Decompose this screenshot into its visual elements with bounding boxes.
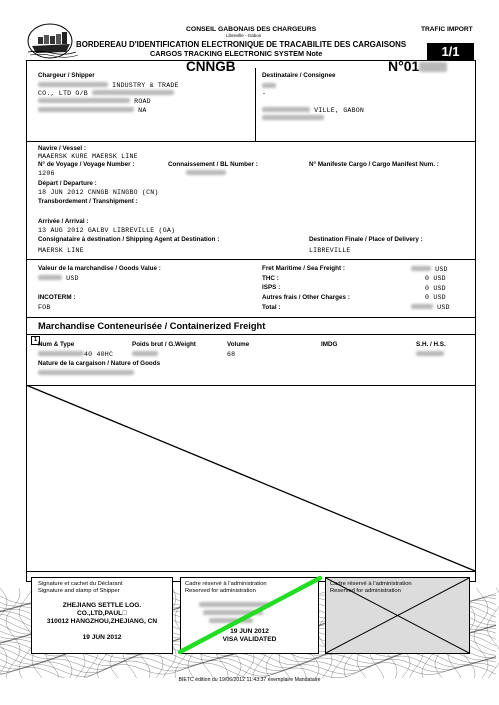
incoterm-value: FOB [38, 304, 51, 311]
admin-visa-status: VISA VALIDATED [222, 636, 277, 643]
validation-mark [176, 574, 326, 656]
agent-value: MAERSK LINE [38, 247, 84, 254]
total-label: Total : [262, 304, 281, 311]
goods-value-label: Valeur de la marchandise / Goods Value : [38, 265, 161, 272]
bl-label: Connaissement / BL Number : [168, 161, 258, 168]
admin-visa-label-en: Reserved for administration [185, 588, 256, 594]
party-divider [255, 68, 256, 142]
isps-value: 0 USD [425, 285, 446, 292]
doc-number-prefix: N°01 [388, 58, 420, 74]
shipper-sig-address: 310012 HANGZHOU,ZHEJIANG, CN [46, 618, 158, 625]
hs-code [416, 351, 444, 358]
shipper-sig-label-fr: Signature et cachet du Déclarant [38, 581, 123, 587]
consignee-line4 [262, 115, 324, 122]
consignee-line3-text: VILLE, GABON [314, 107, 365, 114]
admin-reserved-box [325, 577, 470, 654]
council-name: CONSEIL GABONAIS DES CHARGEURS [186, 26, 317, 33]
consignee-line1 [262, 83, 276, 90]
shipper-line4-text: NA [138, 107, 147, 114]
final-destination-value: LIBREVILLE [309, 247, 351, 254]
departure-value: 18 JUN 2012 CNNGB NINGBO (CN) [38, 189, 159, 196]
ship-logo [26, 22, 82, 60]
gross-weight [132, 351, 158, 358]
shipper-line1 [38, 82, 179, 89]
shipper-line2 [38, 90, 174, 97]
vessel-label: Navire / Vessel : [38, 145, 86, 152]
consignee-line2: - [262, 90, 267, 97]
col-volume: Volume [227, 341, 250, 348]
footer-edition: BIETC édition du 19/06/2012 11:43:37 exemplaire Mandataire [178, 677, 321, 683]
transship-label: Transbordement / Transhipment : [38, 198, 138, 205]
admin-visa-label-fr: Cadre réservé à l'administration [185, 581, 267, 587]
shipper-label: Chargeur / Shipper [38, 72, 95, 79]
council-sub: Libreville - Gabon [226, 33, 262, 38]
col-hs: S.H. / H.S. [416, 341, 446, 348]
doc-number [388, 58, 447, 74]
page-badge: 1/1 [427, 43, 474, 60]
freight-section-title: Marchandise Conteneurisée / Containerized Freight [38, 321, 266, 331]
nature-goods-label: Nature de la cargaison / Nature of Goods [38, 360, 161, 367]
incoterm-label: INCOTERM : [38, 294, 76, 301]
admin-visa-date: 19 JUN 2012 [230, 628, 269, 635]
volume-value: 68 [227, 351, 236, 358]
title-fr: BORDEREAU D'IDENTIFICATION ELECTRONIQUE DE TRACABILITE DES CARGAISONS [76, 40, 407, 49]
admin-reserved-label-en: Reserved for administration [330, 588, 401, 594]
shipper-line1-text: INDUSTRY & TRADE [112, 82, 179, 89]
goods-value-ccy: USD [66, 275, 79, 282]
manifest-label: N° Manifeste Cargo / Cargo Manifest Num. : [309, 161, 439, 168]
port-code: CNNGB [186, 59, 236, 74]
departure-label: Départ / Departure : [38, 180, 97, 187]
consignee-line3 [262, 107, 364, 114]
thc-label: THC : [262, 275, 279, 282]
voyage-value: 1206 [38, 170, 55, 177]
isps-label: ISPS : [262, 284, 281, 291]
nature-goods-value [38, 370, 134, 377]
container-number [38, 351, 113, 358]
vessel-value: MAAERSK KURE MAERSK LINE [38, 153, 138, 160]
other-charges-value: 0 USD [425, 294, 446, 301]
thc-value: 0 USD [425, 275, 446, 282]
title-en: CARGOS TRACKING ELECTRONIC SYSTEM Note [150, 49, 323, 58]
col-num-type: Num & Type [38, 341, 75, 348]
voyage-separator [26, 259, 475, 260]
traffic-mode: TRAFIC IMPORT [421, 26, 473, 33]
shipper-line4 [38, 107, 147, 114]
total-value-ccy: USD [437, 304, 450, 311]
admin-reserved-label-fr: Cadre réservé à l'administration [330, 581, 412, 587]
agent-label: Consignataire à destination / Shipping Agent at Destination : [38, 236, 220, 243]
shipper-sig-name2: CO.,LTD,PAUL  [76, 610, 128, 617]
shipper-line2-text: CO., LTD O/B [38, 90, 88, 97]
shipper-line3-text: ROAD [134, 98, 151, 105]
shipper-sig-date: 19 JUN 2012 [82, 634, 122, 641]
empty-zone-cross [26, 385, 475, 571]
consignee-label: Destinataire / Consignee [262, 72, 336, 79]
col-weight: Poids brut / G.Weight [132, 341, 196, 348]
col-imdg: IMDG [321, 341, 338, 348]
arrival-value: 13 AUG 2012 GALBV LIBREVILLE (GA) [38, 227, 176, 234]
shipper-sig-name: ZHEJIANG SETTLE LOG. [62, 602, 142, 609]
freight-value-ccy: USD [435, 266, 448, 273]
shipper-sig-label-en: Signature and stamp of Shipper [38, 588, 120, 594]
freight-separator-top [26, 317, 475, 318]
admin-reserved-cross [326, 578, 469, 653]
freight-separator-bottom [26, 334, 475, 335]
arrival-label: Arrivée / Arrival : [38, 218, 89, 225]
container-type: 40 40HC [84, 351, 114, 358]
freight-value [411, 266, 448, 273]
row-index: 1 [31, 336, 40, 345]
total-value [411, 304, 450, 311]
shipper-signature-box [31, 577, 173, 654]
voyage-label: N° de Voyage / Voyage Number : [38, 161, 135, 168]
final-destination-label: Destination Finale / Place of Delivery : [309, 236, 423, 243]
goods-value [38, 275, 79, 282]
freight-label: Fret Maritime / Sea Freight : [262, 265, 345, 272]
shipper-line3 [38, 98, 151, 105]
other-charges-label: Autres frais / Other Charges : [262, 294, 350, 301]
party-separator [26, 141, 475, 142]
empty-zone-bottom [26, 571, 475, 572]
bl-value [186, 170, 226, 177]
